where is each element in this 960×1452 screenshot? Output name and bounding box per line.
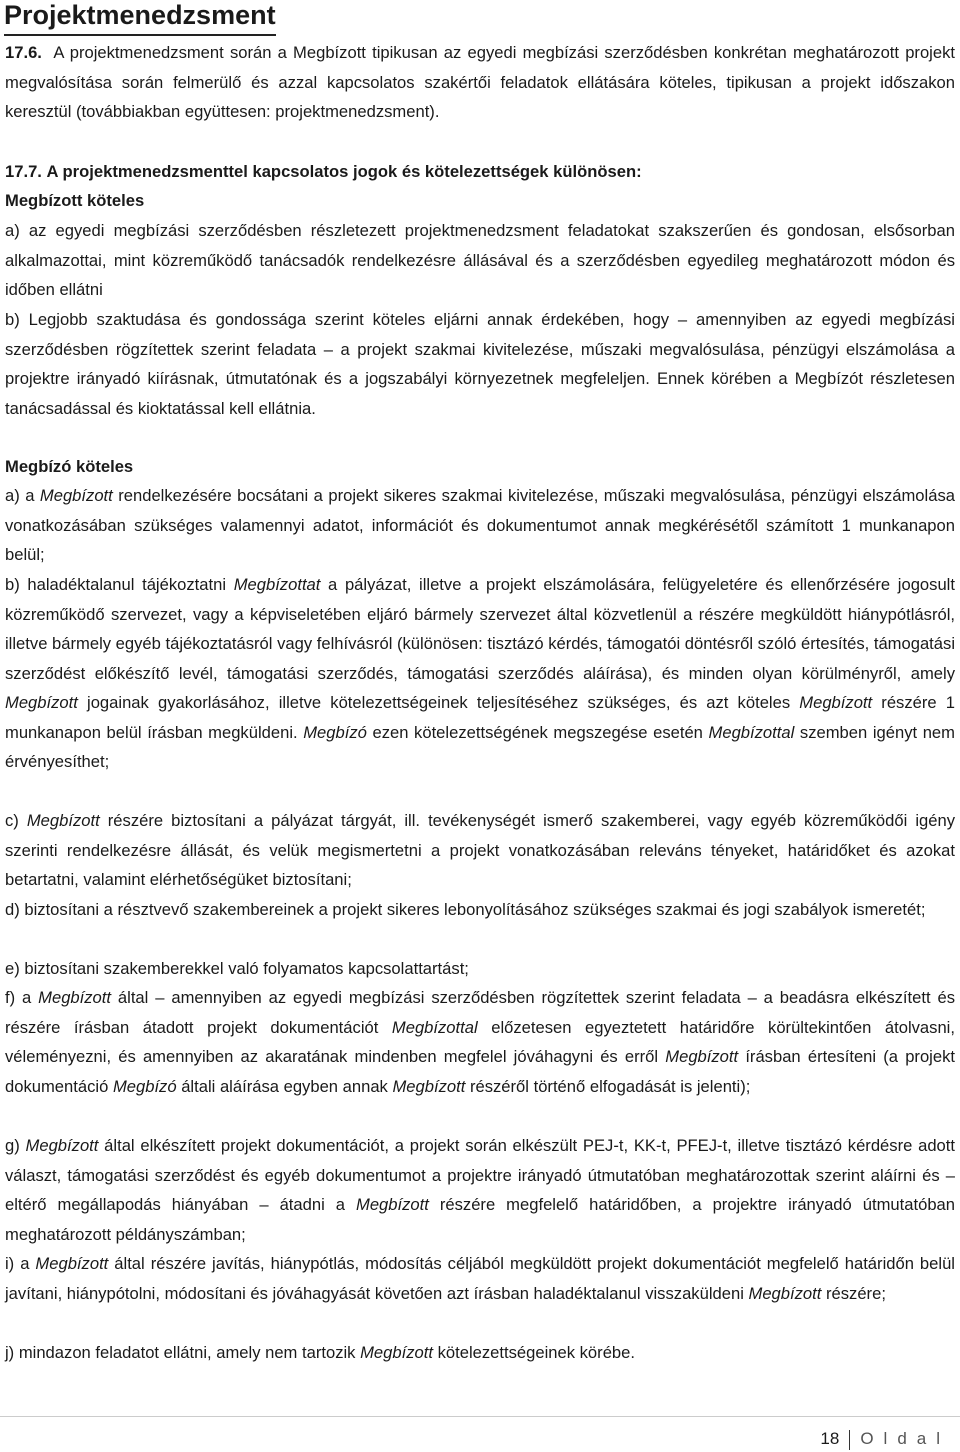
megbizo-item-c: c) Megbízott részére biztosítani a pályázat tárgyát, ill. tevékenységét ismerő szakemberei, vagy egyéb közreműködői igény szerinti rendelkezésre állását, és velük megismertetni a projekt vonatkozásában releváns tényeket, határidőket és azokat betartatni, valamint elérhetőségüket biztosítani; [5,811,955,889]
footer-separator [849,1430,850,1450]
megbizo-item-j: j) mindazon feladatot ellátni, amely nem tartozik Megbízott kötelezettségeinek körébe. [5,1343,635,1362]
megbizo-item-a: a) a Megbízott rendelkezésére bocsátani a projekt sikeres szakmai kivitelezése, műszaki megvalósulása, pénzügyi elszámolása vonatkozásában szükséges valamennyi adatot, információt és dokumentumot annak megkérésétől számított 1 munkanapon belül; [5,486,955,564]
megbizo-item-d: d) biztosítani a résztvevő szakembereinek a projekt sikeres lebonyolításához szükséges szakmai és jogi szabályok ismeretét; [5,900,926,919]
megbizo-item-b: b) haladéktalanul tájékoztatni Megbízottat a pályázat, illetve a projekt elszámolására, felügyeletére és ellenőrzésére jogosult közreműködő szervezet, vagy a képviseletében eljáró bármely szervezet által közvetlenül a részére megküldött hiánypótlásról, illetve bármely egyéb tájékoztatásról vagy felhívásról (különösen: tisztázó kérdés, támogatói döntésről szóló értesítés, támogatási szerződést előkészítő levél, támogatási szerződés, támogatási szerződés aláírása), és minden olyan körülményről, amely Megbízott jogainak gyakorlásához, illetve kötelezettségeinek teljesítéséhez szükséges, és azt köteles Megbízott részére 1 munkanapon belül írásban megküldeni. Megbízó ezen kötelezettségének megszegése esetén Megbízottal szemben igényt nem érvényesíthet; [5,575,956,771]
megbizott-item-a: a) az egyedi megbízási szerződésben részletezett projektmenedzsment feladatokat szakszerűen és gondosan, elsősorban alkalmazottai, mint közreműködő tanácsadók rendelkezésre állásával és a szerződésben egyedileg meghatározott módon és időben ellátni [5,221,955,299]
page-title: Projektmenedzsment [4,0,276,36]
megbizo-item-e: e) biztosítani szakemberekkel való folyamatos kapcsolattartást; [5,959,469,978]
section-number: 17.6. [5,43,42,62]
page-number: 18 [820,1429,840,1448]
megbizott-label: Megbízott köteles [5,191,145,210]
page-footer [820,1426,950,1452]
megbizo-label: Megbízó köteles [5,457,134,476]
section-heading: A projektmenedzsmenttel kapcsolatos jogok és kötelezettségek különösen: [46,162,642,181]
section-text: A projektmenedzsment során a Megbízott tipikusan az egyedi megbízási szerződésben konkrétan meghatározott projekt megvalósítása során felmerülő és azzal kapcsolatos szakértői feladatok ellátására köteles, tipikusan a projekt időszakon keresztül (továbbiakban együttesen: projektmenedzsment). [5,43,956,121]
megbizott-item-b: b) Legjobb szaktudása és gondossága szerint köteles eljárni annak érdekében, hogy – amennyiben az egyedi megbízási szerződésben rögzítettek szerint feladata – a projekt szakmai kivitelezése, műszaki megvalósulása, pénzügyi elszámolása a projektre irányadó kiírásnak, útmutatónak és a jogszabályi környezetnek megfeleljen. Ennek körében a Megbízót részletesen tanácsadással és kioktatással kell ellátnia. [5,310,955,418]
section-17-7-heading [5,157,955,187]
footer-divider [0,1416,960,1417]
section-17-6 [5,38,955,127]
megbizo-item-g: g) Megbízott által elkészített projekt dokumentációt, a projekt során elkészült PEJ-t, KK-t, PFEJ-t, illetve tisztázó kérdésre adott választ, támogatási szerződést és egyéb dokumentumot a projektre irányadó útmutatóban meghatározottak szerint aláírni és – eltérő megállapodás hiányában – átadni a Megbízott részére megfelelő határidőben, a projektre irányadó útmutatóban meghatározott példányszámban; [5,1136,956,1244]
megbizo-item-i: i) a Megbízott által részére javítás, hiánypótlás, módosítás céljából megküldött projekt dokumentációt megfelelő határidőn belül javítani, hiánypótolni, módosítani és jóváhagyását követően azt írásban haladéktalanul visszaküldeni Megbízott részére; [5,1254,955,1303]
megbizo-item-f: f) a Megbízott által – amennyiben az egyedi megbízási szerződésben rögzítettek szerint feladata – a beadásra elkészített és részére írásban átadott projekt dokumentációt Megbízottal előzetesen egyeztetett határidőre körültekintően átolvasni, véleményezni, és amennyiben az akaratának mindenben megfelel jóváhagyni és erről Megbízott írásban értesíteni (a projekt dokumentáció Megbízó általi aláírása egyben annak Megbízott részéről történő elfogadását is jelenti); [5,988,955,1096]
section-number: 17.7. [5,162,42,181]
page-word: Oldal [860,1429,950,1448]
